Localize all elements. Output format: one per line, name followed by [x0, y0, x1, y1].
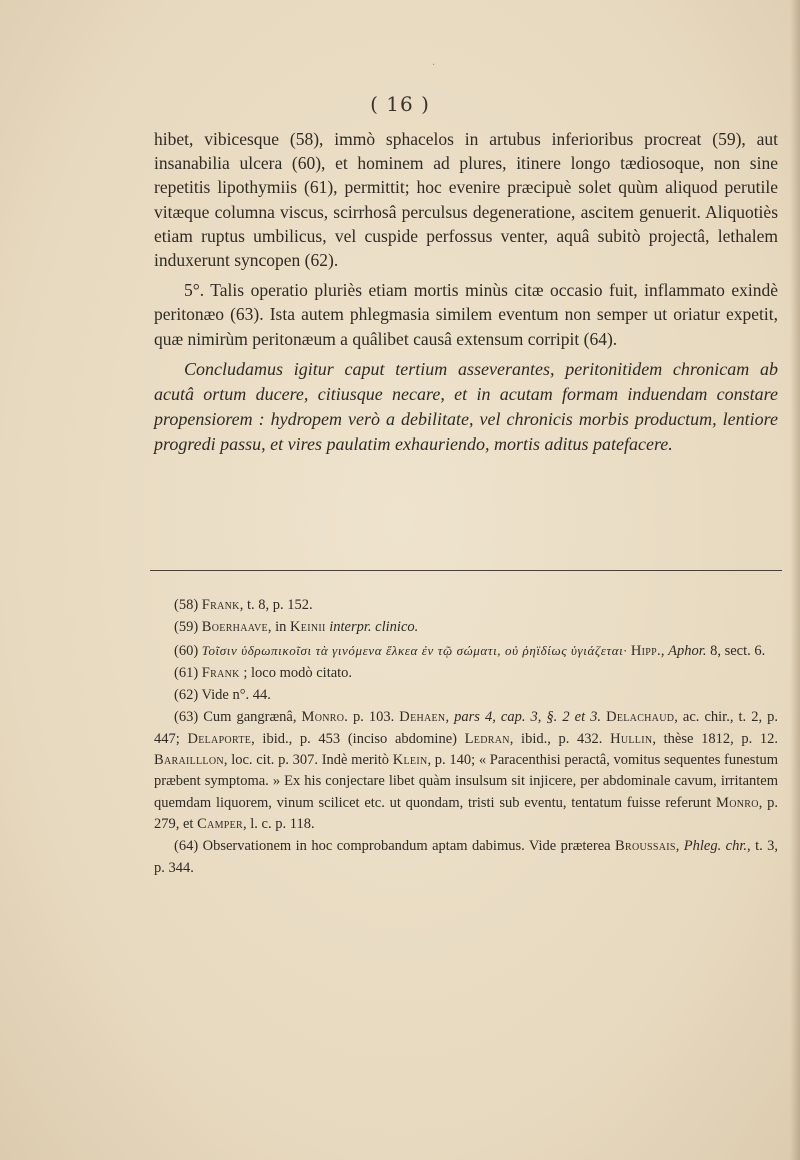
footnote-number: (63): [174, 709, 199, 726]
footnote-author: Boerhaave: [201, 619, 268, 636]
footnote-author: Monro: [301, 709, 345, 726]
footnote-59: [154, 617, 778, 638]
footnote-author: Barailllon: [154, 752, 224, 769]
footnote-ref: , in: [267, 619, 291, 636]
footnote-text: , loc. cit. p. 307. Indè meritò: [223, 752, 393, 769]
footnote-title: Aphor.: [668, 642, 707, 659]
footnote-sep: ,: [660, 642, 669, 659]
footnote-divider: [150, 570, 782, 571]
footnote-ref: , t. 3, p. 344.: [154, 838, 779, 876]
margin-mark: ·: [432, 60, 436, 71]
footnote-text: , l. c. p. 118.: [243, 815, 315, 832]
greek-quote: Τοῖσιν ὑδρωπικοῖσι τὰ γινόμενα ἕλκεα ἐν τῷ σώματι, οὐ ῥηϊδίως ὑγιάζεται·: [201, 642, 628, 658]
footnote-58: [154, 595, 778, 616]
footnote-number: (61): [174, 664, 199, 681]
footnote-text: Cum gangrænâ,: [203, 709, 302, 726]
footnote-number: (62): [174, 687, 199, 704]
footnote-author: Delachaud: [606, 709, 675, 726]
footnote-text: , pars 4, cap. 3, §. 2 et 3.: [445, 709, 607, 726]
footnote-author: Ledran: [464, 730, 510, 747]
conclusion-paragraph: Concludamus igitur caput tertium asseverantes, peritonitidem chronicam ab acutâ ortum ducere, citiusque necare, et in acutam formam induendam constare propensiorem : hydropem verò a debilitate, vel chronicis morbis productum, lentiore progredi passu, et vires paulatim exhauriendo, mortis aditus patefacere.: [154, 358, 778, 454]
footnote-author: Camper: [197, 815, 244, 832]
footnote-ref: ; loco modò citato.: [239, 664, 353, 681]
footnotes: [154, 595, 778, 880]
footnote-title: Phleg. chr.: [683, 838, 748, 855]
footnote-author: Frank: [201, 597, 240, 613]
footnote-author: Keinii: [290, 619, 326, 636]
footnote-63: [154, 707, 778, 835]
page-number: ( 16 ): [370, 92, 430, 116]
footnote-text: , p. 279, et: [154, 794, 779, 832]
footnote-text: , ibid., p. 432.: [509, 730, 611, 747]
footnote-text: Observationem in hoc comprobandum aptam dabimus. Vide præterea: [202, 838, 615, 855]
footnote-text: , thèse 1812, p. 12.: [652, 730, 779, 747]
footnote-author: Dehaen: [399, 709, 446, 726]
footnote-author: Broussais: [615, 838, 676, 855]
footnote-title: interpr. clinico.: [325, 619, 419, 636]
footnote-number: (59): [174, 619, 199, 636]
footnote-number: (60): [174, 642, 199, 659]
footnote-60: [154, 640, 778, 662]
footnote-author: Delaporte: [187, 730, 252, 747]
footnote-text: , ibid., p. 453 (inciso abdomine): [251, 730, 465, 747]
footnote-ref: , t. 8, p. 152.: [239, 597, 313, 613]
footnote-text: . p. 103.: [344, 709, 400, 726]
footnote-author: Hipp.: [630, 642, 661, 659]
footnote-62: [154, 685, 778, 706]
footnote-64: [154, 836, 778, 879]
footnote-author: Klein: [392, 752, 428, 769]
footnote-number: (58): [174, 597, 199, 613]
footnote-61: [154, 663, 778, 684]
footnote-text: , p. 140; « Paracenthisi peractâ, vomitus sequentes funestum præbent symptoma. » Ex his conjectare libet quàm insulsum sit injicere, per abdominale cavum, irritantem quemdam liquorem, vinum scilicet etc. ut quondam, tristi sub eventu, tentatum fuisse referunt: [154, 752, 779, 811]
paragraph-2: 5°. Talis operatio pluriès etiam mortis minùs citæ occasio fuit, inflammato exindè peritonæo (63). Ista autem phlegmasia similem eventum non semper ut oriatur expetit, quæ nimirùm peritonæum a quâlibet causâ extensum corripit (64).: [154, 280, 778, 349]
main-text: [154, 127, 778, 457]
footnote-author: Hullin: [610, 730, 653, 747]
footnote-author: Monro: [716, 794, 759, 811]
footnote-text: Vide n°. 44.: [201, 687, 271, 704]
footnote-author: Frank: [201, 664, 240, 681]
footnote-text: , ac. chir., t. 2, p. 447;: [154, 709, 779, 747]
footnote-ref: 8, sect. 6.: [706, 642, 766, 659]
footnote-number: (64): [174, 838, 199, 855]
footnote-sep: ,: [675, 838, 684, 855]
paragraph-1: hibet, vibicesque (58), immò sphacelos in artubus inferioribus procreat (59), aut insanabilia ulcera (60), et hominem ad plures, itinere longo tædiosoque, non sine repetitis lipothymiis (61), permittit; hoc evenire præcipuè solet quùm aliquod perutile vitæque columna viscus, scirrhosâ perculsus degeneratione, ascitem genuerit. Aliquotiès etiam ruptus umbilicus, vel cuspide perfossus venter, aquâ subitò projectâ, lethalem induxerunt syncopen (62).: [154, 129, 778, 271]
